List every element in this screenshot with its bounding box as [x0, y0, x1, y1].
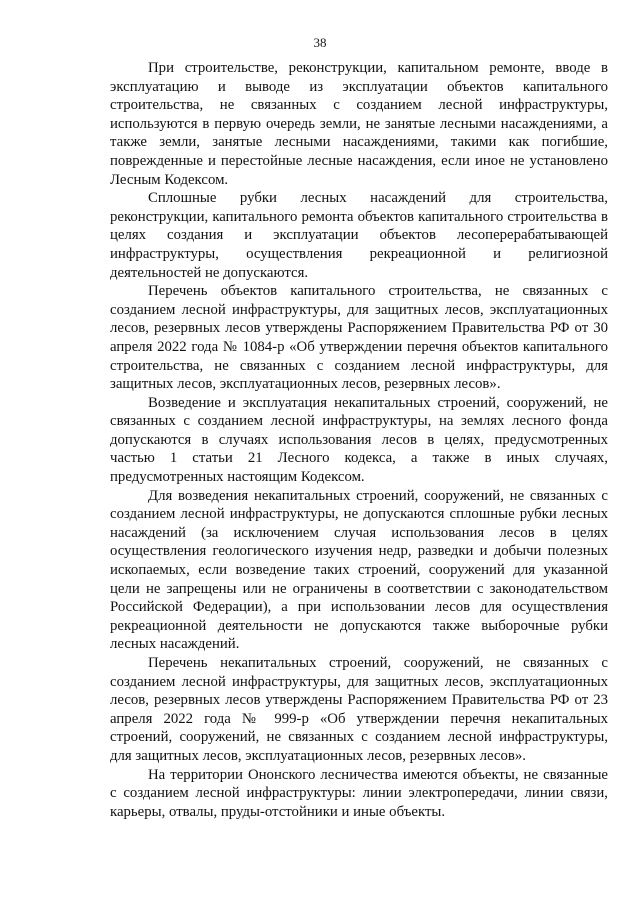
- paragraph-non-capital-objects-list: Перечень некапитальных строений, сооружений, не связанных с созданием лесной инфраструктуры, для защитных лесов, эксплуатационных лесов, резервных лесов утверждены Распоряжением Правительства РФ от 23 апреля 2022 года № 999-р «Об утверждении перечня некапитальных строений, сооружений, не связанных с созданием лесной инфраструктуры, для защитных лесов, эксплуатационных лесов, резервных лесов».: [110, 655, 608, 764]
- paragraph-non-capital-construction: Возведение и эксплуатация некапитальных строений, сооружений, не связанных с созданием лесной инфраструктуры, на землях лесного фонда допускаются в случаях использования лесов в целях, предусмотренных частью 1 статьи 21 Лесного кодекса, а также в иных случаях, предусмотренных настоящим Кодексом.: [110, 394, 608, 486]
- document-body: [110, 59, 608, 821]
- paragraph-non-capital-cutting-rules: Для возведения некапитальных строений, сооружений, не связанных с созданием лесной инфраструктуры, не допускаются сплошные рубки лесных насаждений (за исключением случая использования лесов в целях осуществления геологического изучения недр, разведки и добычи полезных ископаемых, если возведение таких строений, сооружений для указанной цели не запрещены или не ограничены в соответствии с законодательством Российской Федерации), а при использовании лесов для осуществления рекреационной деятельности не допускаются также выборочные рубки лесных насаждений.: [110, 487, 608, 653]
- paragraph-onon-forestry-objects: На территории Ононского лесничества имеются объекты, не связанные с созданием лесной инфраструктуры: линии электропередачи, линии связи, карьеры, отвалы, пруды-отстойники и иные объекты.: [110, 766, 608, 820]
- paragraph-land-use-priority: При строительстве, реконструкции, капитальном ремонте, вводе в эксплуатацию и выводе из эксплуатации объектов капитального строительства, не связанных с созданием лесной инфраструктуры, используются в первую очередь земли, не занятые лесными насаждениями, а также земли, занятые лесными насаждениями, такими как погибшие, поврежденные и перестойные лесные насаждения, если иное не установлено Лесным Кодексом.: [110, 60, 608, 188]
- paragraph-clear-cutting-ban: Сплошные рубки лесных насаждений для строительства, реконструкции, капитального ремонта объектов капитального строительства в целях создания и эксплуатации объектов лесоперерабатывающей инфраструктуры, осуществления рекреационной и религиозной деятельностей не допускаются.: [110, 190, 608, 281]
- page-number: 38: [313, 35, 327, 50]
- paragraph-capital-objects-list: Перечень объектов капитального строительства, не связанных с созданием лесной инфраструктуры, для защитных лесов, эксплуатационных лесов, резервных лесов утверждены Распоряжением Правительства РФ от 30 апреля 2022 года № 1084-р «Об утверждении перечня объектов капитального строительства, не связанных с созданием лесной инфраструктуры, для защитных лесов, эксплуатационных лесов, резервных лесов».: [110, 283, 608, 393]
